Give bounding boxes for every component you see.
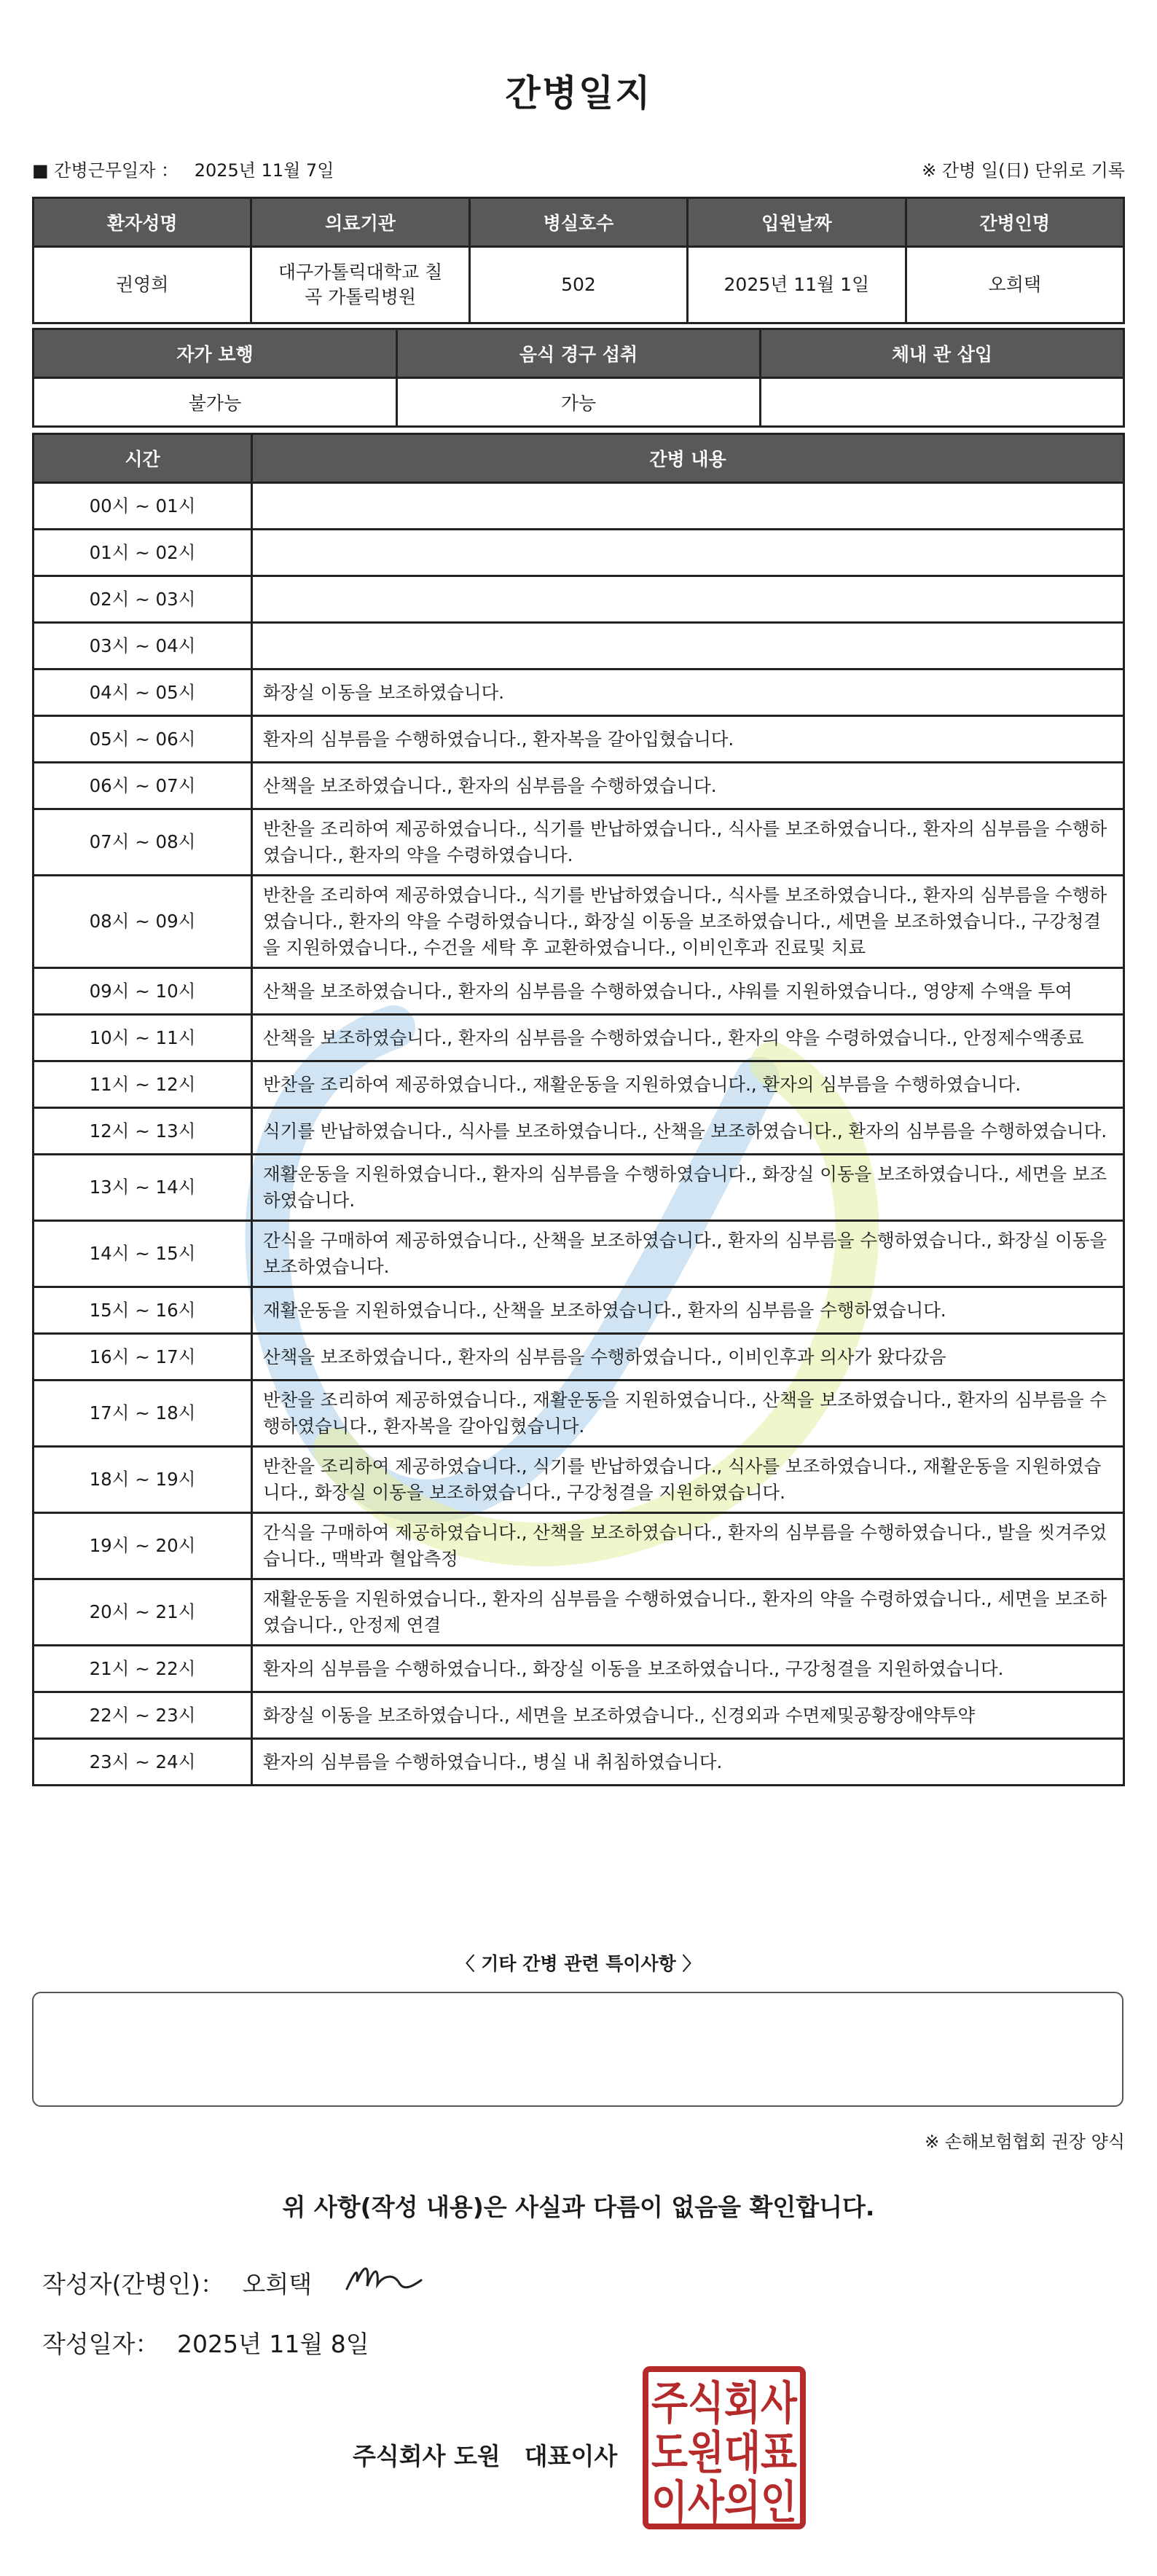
log-row [34,1108,1124,1155]
log-time: 02시 ~ 03시 [34,576,252,623]
log-time: 19시 ~ 20시 [34,1513,252,1579]
log-time: 14시 ~ 15시 [34,1221,252,1287]
log-content [252,530,1124,576]
admission-date: 2025년 11월 1일 [688,247,906,323]
log-time: 11시 ~ 12시 [34,1061,252,1108]
log-content: 반찬을 조리하여 제공하였습니다., 식기를 반납하였습니다., 식사를 보조하였습니다., 환자의 심부름을 수행하였습니다., 환자의 약을 수령하였습니다., 화장실 이동을 보조하였습니다., 세면을 보조하였습니다., 구강청결을 지원하였습니다., 수건을 세탁 후 교환하였습니다., 이비인후과 진료및 치료 [252,876,1124,968]
written-date-value: 2025년 11월 8일 [177,2330,369,2358]
log-content: 산책을 보조하였습니다., 환자의 심부름을 수행하였습니다. [252,763,1124,809]
log-content: 환자의 심부름을 수행하였습니다., 병실 내 취침하였습니다. [252,1739,1124,1786]
log-body [34,483,1124,1786]
log-content: 반찬을 조리하여 제공하였습니다., 식기를 반납하였습니다., 식사를 보조하였습니다., 환자의 심부름을 수행하였습니다., 환자의 약을 수령하였습니다. [252,809,1124,876]
log-content: 반찬을 조리하여 제공하였습니다., 식기를 반납하였습니다., 식사를 보조하였습니다., 재활운동을 지원하였습니다., 화장실 이동을 보조하였습니다., 구강청결을 지원하였습니다. [252,1447,1124,1513]
signature-icon [341,2251,428,2309]
log-row [34,968,1124,1015]
log-content: 재활운동을 지원하였습니다., 환자의 심부름을 수행하였습니다., 환자의 약을 수령하였습니다., 세면을 보조하였습니다., 안정제 연결 [252,1579,1124,1646]
log-content: 환자의 심부름을 수행하였습니다., 화장실 이동을 보조하였습니다., 구강청결을 지원하였습니다. [252,1646,1124,1692]
log-row [34,623,1124,669]
header-caregiver: 간병인명 [906,198,1123,247]
document-title: 간병일지 [505,72,652,114]
log-content: 화장실 이동을 보조하였습니다., 세면을 보조하였습니다., 신경외과 수면제및공황장애약투약 [252,1692,1124,1739]
log-row [34,1155,1124,1221]
log-time: 04시 ~ 05시 [34,669,252,716]
log-row [34,716,1124,763]
header-time: 시간 [34,434,252,483]
written-date-line [42,2325,369,2360]
log-time: 00시 ~ 01시 [34,483,252,530]
hospital-name: 대구가톨릭대학교 칠곡 가톨릭병원 [251,247,469,323]
patient-info-table [32,197,1125,324]
writer-name: 오희택 [242,2270,313,2298]
log-row [34,483,1124,530]
log-row [34,576,1124,623]
log-content: 간식을 구매하여 제공하였습니다., 산책을 보조하였습니다., 환자의 심부름을 수행하였습니다., 화장실 이동을 보조하였습니다. [252,1221,1124,1287]
log-row [34,530,1124,576]
log-row [34,1513,1124,1579]
log-row [34,1646,1124,1692]
work-date [32,156,334,181]
log-time: 17시 ~ 18시 [34,1381,252,1447]
seal-line-3: 이사의인 [651,2475,797,2529]
writer-label: 작성자(간병인)： [42,2270,225,2298]
writer-line [42,2266,312,2300]
log-row [34,763,1124,809]
work-date-value: 2025년 11월 7일 [194,160,334,181]
log-content: 간식을 구매하여 제공하였습니다., 산책을 보조하였습니다., 환자의 심부름을 수행하였습니다., 발을 씻겨주었습니다., 맥박과 혈압측정 [252,1513,1124,1579]
header-hospital: 의료기관 [251,198,469,247]
log-time: 08시 ~ 09시 [34,876,252,968]
log-row [34,1739,1124,1786]
header-patient-name: 환자성명 [34,198,251,247]
header-care-content: 간병 내용 [252,434,1124,483]
log-time: 12시 ~ 13시 [34,1108,252,1155]
log-time: 10시 ~ 11시 [34,1015,252,1061]
log-time: 21시 ~ 22시 [34,1646,252,1692]
work-date-label: ■ 간병근무일자 ： [32,160,179,181]
log-content: 재활운동을 지원하였습니다., 산책을 보조하였습니다., 환자의 심부름을 수행하였습니다. [252,1287,1124,1334]
log-content: 환자의 심부름을 수행하였습니다., 환자복을 갈아입혔습니다. [252,716,1124,763]
header-self-walking: 자가 보행 [34,329,397,378]
header-admission-date: 입원날짜 [688,198,906,247]
log-row [34,1334,1124,1381]
room-number: 502 [469,247,687,323]
log-content: 식기를 반납하였습니다., 식사를 보조하였습니다., 산책을 보조하였습니다., 환자의 심부름을 수행하였습니다. [252,1108,1124,1155]
header-oral-intake: 음식 경구 섭취 [397,329,761,378]
log-time: 13시 ~ 14시 [34,1155,252,1221]
log-row [34,669,1124,716]
log-row [34,1061,1124,1108]
log-row [34,809,1124,876]
seal-line-1: 주식회사 [651,2376,798,2430]
special-notes-label: 〈 기타 간병 관련 특이사항 〉 [456,1953,701,1974]
seal-line-2: 도원대표 [651,2426,798,2479]
log-row [34,1287,1124,1334]
log-content: 산책을 보조하였습니다., 환자의 심부름을 수행하였습니다., 이비인후과 의사가 왔다갔음 [252,1334,1124,1381]
log-time: 06시 ~ 07시 [34,763,252,809]
log-content: 화장실 이동을 보조하였습니다. [252,669,1124,716]
log-row [34,1692,1124,1739]
log-row [34,1221,1124,1287]
log-content: 산책을 보조하였습니다., 환자의 심부름을 수행하였습니다., 샤워를 지원하였습니다., 영양제 수액을 투여 [252,968,1124,1015]
self-walking-value: 불가능 [34,378,397,427]
hourly-log-table [32,433,1125,1786]
log-row [34,1381,1124,1447]
log-time: 16시 ~ 17시 [34,1334,252,1381]
confirm-statement: 위 사항(작성 내용)은 사실과 다름이 없음을 확인합니다. [282,2193,875,2221]
log-time: 01시 ~ 02시 [34,530,252,576]
log-content [252,576,1124,623]
company-representative: 주식회사 도원 대표이사 [353,2442,618,2470]
caregiver-name: 오희택 [906,247,1123,323]
header-room: 병실호수 [469,198,687,247]
log-content: 산책을 보조하였습니다., 환자의 심부름을 수행하였습니다., 환자의 약을 수령하였습니다., 안정제수액종료 [252,1015,1124,1061]
log-time: 22시 ~ 23시 [34,1692,252,1739]
log-time: 07시 ~ 08시 [34,809,252,876]
log-time: 09시 ~ 10시 [34,968,252,1015]
recommend-note: ※ 손해보험협회 권장 양식 [925,2132,1125,2152]
log-content: 재활운동을 지원하였습니다., 환자의 심부름을 수행하였습니다., 화장실 이동을 보조하였습니다., 세면을 보조하였습니다. [252,1155,1124,1221]
log-time: 23시 ~ 24시 [34,1739,252,1786]
patient-status-table [32,328,1125,428]
log-row [34,1015,1124,1061]
oral-intake-value: 가능 [397,378,761,427]
log-time: 20시 ~ 21시 [34,1579,252,1646]
log-content [252,623,1124,669]
log-time: 05시 ~ 06시 [34,716,252,763]
written-date-label: 작성일자： [42,2330,160,2358]
log-time: 15시 ~ 16시 [34,1287,252,1334]
log-content: 반찬을 조리하여 제공하였습니다., 재활운동을 지원하였습니다., 환자의 심부름을 수행하였습니다. [252,1061,1124,1108]
log-content: 반찬을 조리하여 제공하였습니다., 재활운동을 지원하였습니다., 산책을 보조하였습니다., 환자의 심부름을 수행하였습니다., 환자복을 갈아입혔습니다. [252,1381,1124,1447]
log-row [34,1447,1124,1513]
log-row [34,1579,1124,1646]
log-time: 03시 ~ 04시 [34,623,252,669]
unit-note: ※ 간병 일(日) 단위로 기록 [922,160,1125,181]
company-seal-stamp [641,2365,807,2531]
special-notes-box [32,1992,1123,2107]
header-tube-insertion: 체내 관 삽입 [761,329,1124,378]
log-row [34,876,1124,968]
log-content [252,483,1124,530]
patient-name: 권영희 [34,247,251,323]
tube-insertion-value [761,378,1124,427]
log-time: 18시 ~ 19시 [34,1447,252,1513]
